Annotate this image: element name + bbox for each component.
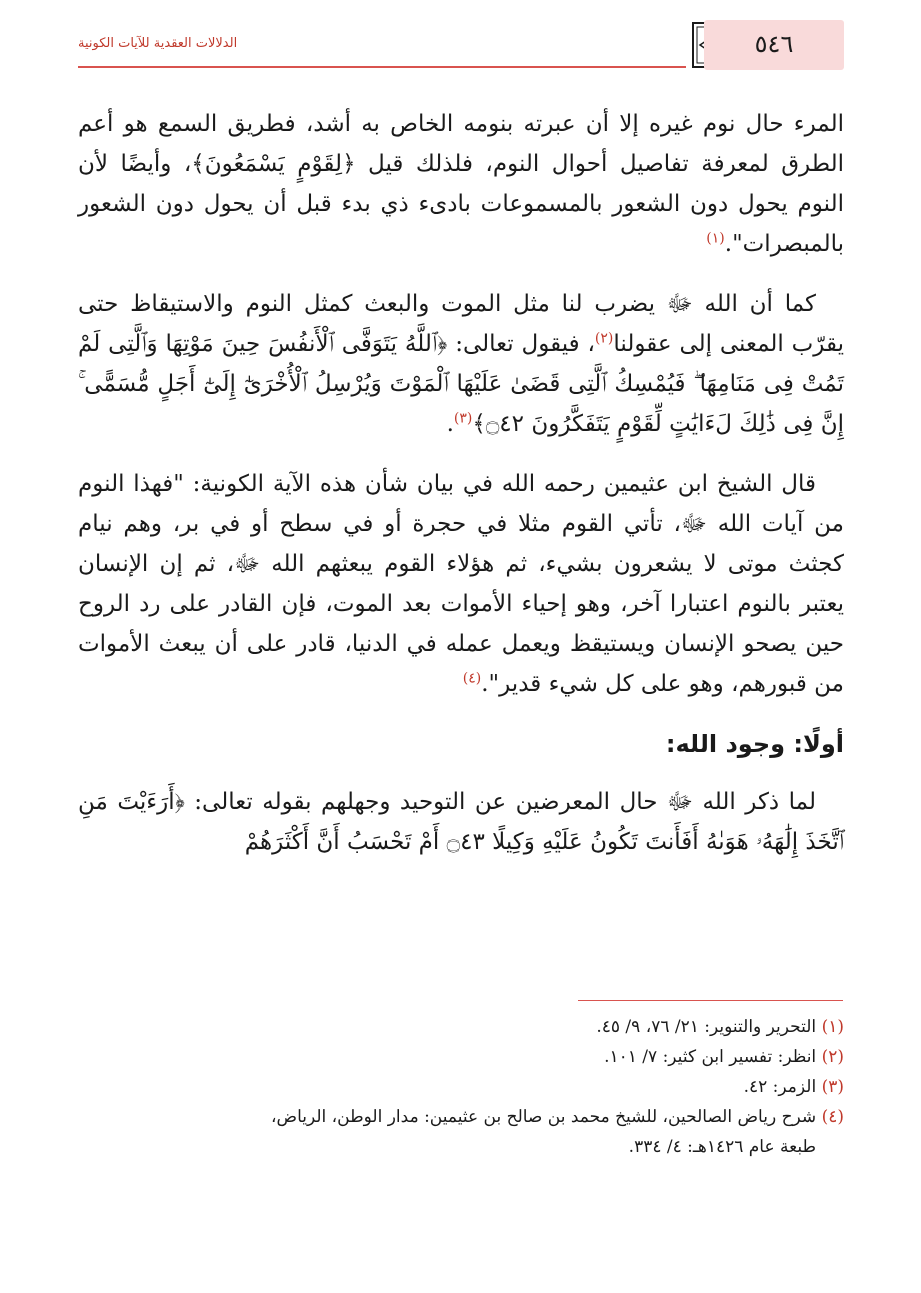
footnote-3-number: (٣) [821, 1077, 844, 1097]
page-header [78, 20, 844, 70]
footnote-4-continuation: طبعة عام ١٤٢٦هـ: ٤/ ٣٣٤. [628, 1137, 816, 1157]
footnote-3-text: الزمر: ٤٢. [743, 1077, 817, 1097]
paragraph-2a-text: كما أن الله ﷻ يضرب لنا مثل الموت والبعث كمثل النوم والاستيقاظ حتى يقرّب المعنى إلى عقولنا [78, 291, 844, 357]
footnote-2-number: (٢) [821, 1047, 844, 1067]
page-number-box [704, 20, 844, 70]
footnote-1-text: التحرير والتنوير: ٢١/ ٧٦، ٩/ ٤٥. [596, 1017, 817, 1037]
footnote-1 [78, 1012, 844, 1042]
footnote-2 [78, 1042, 844, 1072]
section-heading: أولًا: وجود الله: [665, 730, 844, 758]
paragraph-2b-text: ، فيقول تعالى: ﴿ٱللَّهُ يَتَوَفَّى ٱلْأَنفُسَ حِينَ مَوْتِهَا وَٱلَّتِى لَمْ تَمُتْ فِى مَنَامِهَا ۖ فَيُمْسِكُ ٱلَّتِى قَضَىٰ عَلَيْهَا ٱلْمَوْتَ وَيُرْسِلُ ٱلْأُخْرَىٰٓ إِلَىٰٓ أَجَلٍ مُّسَمًّى ۚ إِنَّ فِى ذَٰلِكَ لَءَايَٰتٍ لِّقَوْمٍ يَتَفَكَّرُونَ ۝٤٢﴾ [78, 331, 844, 437]
footnote-1-number: (١) [821, 1017, 844, 1037]
paragraph-4-text: لما ذكر الله ﷻ حال المعرضين عن التوحيد وجهلهم بقوله تعالى: ﴿أَرَءَيْتَ مَنِ ٱتَّخَذَ إِلَٰهَهُۥ هَوَىٰهُ أَفَأَنتَ تَكُونُ عَلَيْهِ وَكِيلًا ۝٤٣ أَمْ تَحْسَبُ أَنَّ أَكْثَرَهُمْ [78, 789, 844, 855]
header-rule [78, 66, 686, 68]
main-text [78, 104, 844, 882]
footnote-separator [578, 1000, 843, 1001]
footnotes [78, 1012, 844, 1162]
running-title: الدلالات العقدية للآيات الكونية [78, 36, 238, 51]
paragraph-3-text: قال الشيخ ابن عثيمين رحمه الله في بيان شأن هذه الآية الكونية: "فهذا النوم من آيات الله ﷻ، تأتي القوم مثلا في حجرة أو في سطح أو في بر، وهم نيام كجثث موتى لا يشعرون بشيء، ثم هؤلاء القوم يبعثهم الله ﷻ، ثم إن الإنسان يعتبر بالنوم اعتبارا آخر، وهو إحياء الأموات بعد الموت، فإن القادر على رد الروح حين يصحو الإنسان ويستيقظ ويعمل عمله في الدنيا، قادر على أن يبعث الأموات من قبورهم، وهو على كل شيء قدير". [78, 471, 844, 697]
footnote-ref-4[interactable]: (٤) [462, 670, 482, 687]
paragraph-4 [78, 782, 844, 862]
footnote-4-text: شرح رياض الصالحين، للشيخ محمد بن صالح بن عثيمين: مدار الوطن، الرياض، [271, 1107, 817, 1127]
paragraph-1 [78, 104, 844, 264]
paragraph-2: كما أن الله ﷻ يضرب لنا مثل الموت والبعث كمثل النوم والاستيقاظ حتى يقرّب المعنى إلى عقولنا$^{(٢)}$، فيقول تعالى: ﴿ٱللَّهُ يَتَوَفَّى ٱلْأَنفُسَ حِينَ مَوْتِهَا وَٱلَّتِى لَمْ تَمُتْ فِى مَنَامِهَا ۖ فَيُمْسِكُ ٱلَّتِى قَضَىٰ عَلَيْهَا ٱلْمَوْتَ وَيُرْسِلُ ٱلْأُخْرَىٰٓ إِلَىٰٓ أَجَلٍ مُّسَمًّى ۚ إِنَّ فِى ذَٰلِكَ لَءَايَٰتٍ لِّقَوْمٍ يَتَفَكَّرُونَ ۝٤٢﴾$^{(٣)}$. [78, 291, 844, 437]
footnote-4 [78, 1102, 844, 1132]
footnote-ref-2[interactable]: (٢) [594, 330, 614, 347]
footnote-ref-3[interactable]: (٣) [453, 410, 473, 427]
footnote-3 [78, 1072, 844, 1102]
page-number: ٥٤٦ [754, 30, 794, 58]
footnote-4-number: (٤) [821, 1107, 844, 1127]
paragraph-3 [78, 464, 844, 704]
footnote-2-text: انظر: تفسير ابن كثير: ٧/ ١٠١. [604, 1047, 817, 1067]
paragraph-1-text: المرء حال نوم غيره إلا أن عبرته بنومه الخاص به أشد، فطريق السمع هو أعم الطرق لمعرفة تفاصيل أحوال النوم، فلذلك قيل ﴿لِقَوْمٍ يَسْمَعُونَ﴾، وأيضًا لأن النوم يحول دون الشعور بالمسموعات بادىء ذي بدء قبل أن يحول دون الشعور بالمبصرات". [78, 111, 844, 257]
footnote-ref-1[interactable]: (١) [706, 230, 725, 247]
